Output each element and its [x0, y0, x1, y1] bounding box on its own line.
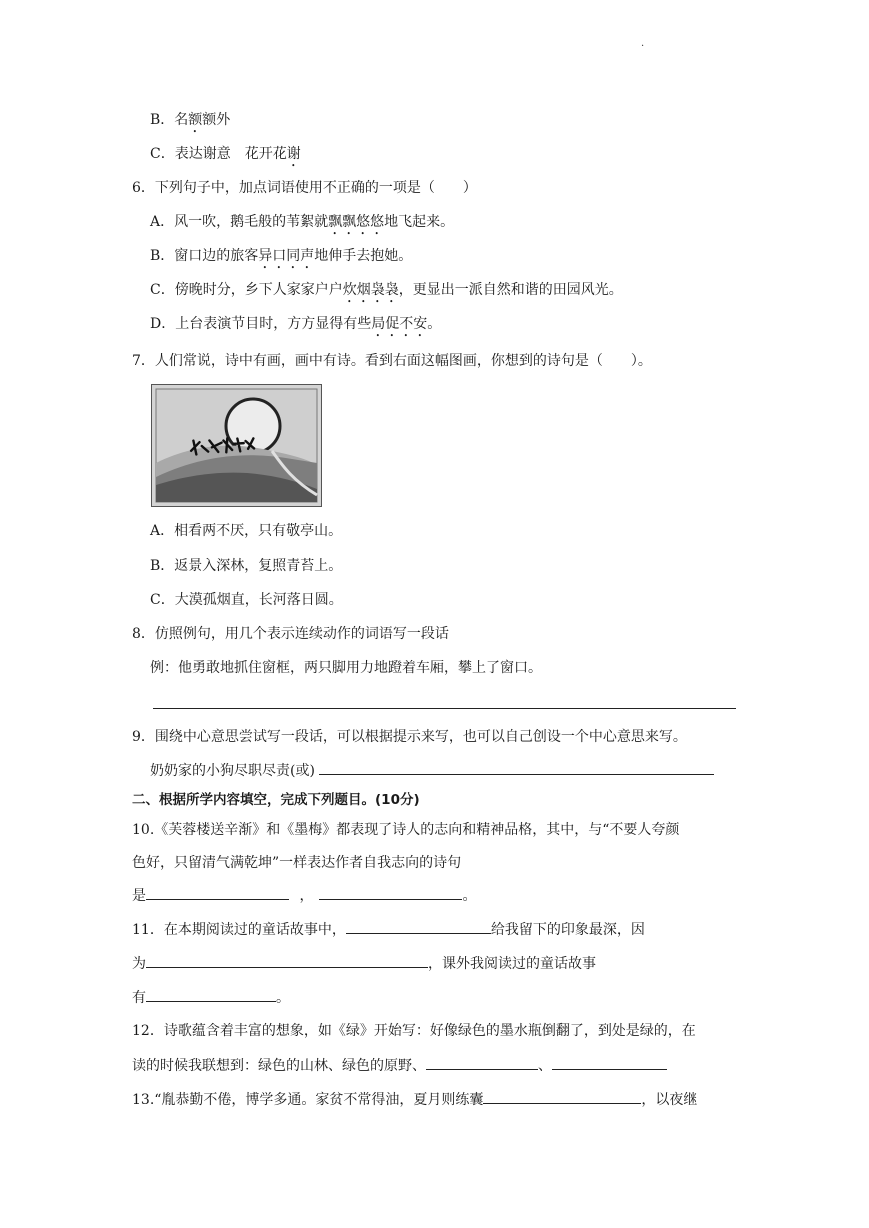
calligraphy-strokes: [187, 432, 258, 459]
q9-stem: 9．围绕中心意思尝试写一段话，可以根据提示来写，也可以自己创设一个中心意思来写。: [132, 729, 687, 745]
q6-stem: 6．下列句子中，加点词语使用不正确的一项是（ ）: [132, 180, 477, 196]
q10-line-2: 色好，只留清气满乾坤”一样表达作者自我志向的诗句: [132, 855, 462, 871]
q8-example: 例：他勇敢地抓住窗框，两只脚用力地蹬着车厢，攀上了窗口。: [150, 660, 542, 676]
q11-line-1: 11．在本期阅读过的童话故事中， 给我留下的印象最深，因: [132, 919, 645, 940]
q13-blank-1[interactable]: [483, 1089, 641, 1104]
q6-option-a: A．风一吹，鹅毛般的苇絮就飘飘悠悠地飞起来。: [150, 214, 455, 230]
q11-blank-1[interactable]: [346, 919, 491, 934]
q7-option-a: A．相看两不厌，只有敬亭山。: [150, 523, 343, 539]
q6-option-b: B．窗口边的旅客异口同声地伸手去抱她。: [150, 248, 413, 264]
q11-line-2: 为 ，课外我阅读过的童话故事: [132, 953, 596, 974]
painting-calligraphy: [175, 432, 259, 465]
q11-blank-2[interactable]: [146, 953, 428, 968]
desert-sunset-painting: [151, 384, 322, 507]
section-2-title: 二、根据所学内容填空，完成下列题目。(10分): [132, 792, 420, 808]
q5-option-c: C．表达谢意 花开花谢: [150, 146, 301, 162]
q12-line-1: 12．诗歌蕴含着丰富的想象，如《绿》开始写：好像绿色的墨水瓶倒翻了，到处是绿的，在: [132, 1023, 696, 1039]
q6-option-c: C．傍晚时分，乡下人家家户户炊烟袅袅，更显出一派自然和谐的田园风光。: [150, 282, 623, 298]
q10-line-3: 是 ， 。: [132, 885, 476, 906]
q7-stem: 7．人们常说，诗中有画，画中有诗。看到右面这幅图画，你想到的诗句是（ ）。: [132, 353, 652, 369]
q6-option-d: D．上台表演节目时，方方显得有些局促不安。: [150, 316, 442, 332]
q7-option-b: B．返景入深林，复照青苔上。: [150, 558, 343, 574]
q10-line-1: 10.《芙蓉楼送辛渐》和《墨梅》都表现了诗人的志向和精神品格，其中，与“不要人夸颜: [132, 822, 680, 838]
q9-answer-blank[interactable]: [319, 760, 714, 775]
q8-answer-line[interactable]: [153, 708, 736, 709]
q12-line-2: 读的时候我联想到：绿色的山林、绿色的原野、 、: [132, 1055, 667, 1076]
q12-blank-1[interactable]: [426, 1055, 538, 1070]
q10-blank-2[interactable]: [319, 885, 462, 900]
q10-blank-1[interactable]: [146, 885, 289, 900]
q11-line-3: 有 。: [132, 987, 290, 1008]
q5-option-b: B．名额额外: [150, 112, 231, 128]
q7-option-c: C．大漠孤烟直，长河落日圆。: [150, 592, 343, 608]
q9-prompt-line: 奶奶家的小狗尽职尽责(或): [150, 760, 714, 781]
q12-blank-2[interactable]: [552, 1055, 667, 1070]
q8-stem: 8．仿照例句，用几个表示连续动作的词语写一段话: [132, 626, 449, 642]
page-marker: .: [641, 38, 645, 49]
q13-line-1: 13.“胤恭勤不倦，博学多通。家贫不常得油，夏月则练囊 ，以夜继: [132, 1089, 697, 1110]
q11-blank-3[interactable]: [146, 987, 276, 1002]
